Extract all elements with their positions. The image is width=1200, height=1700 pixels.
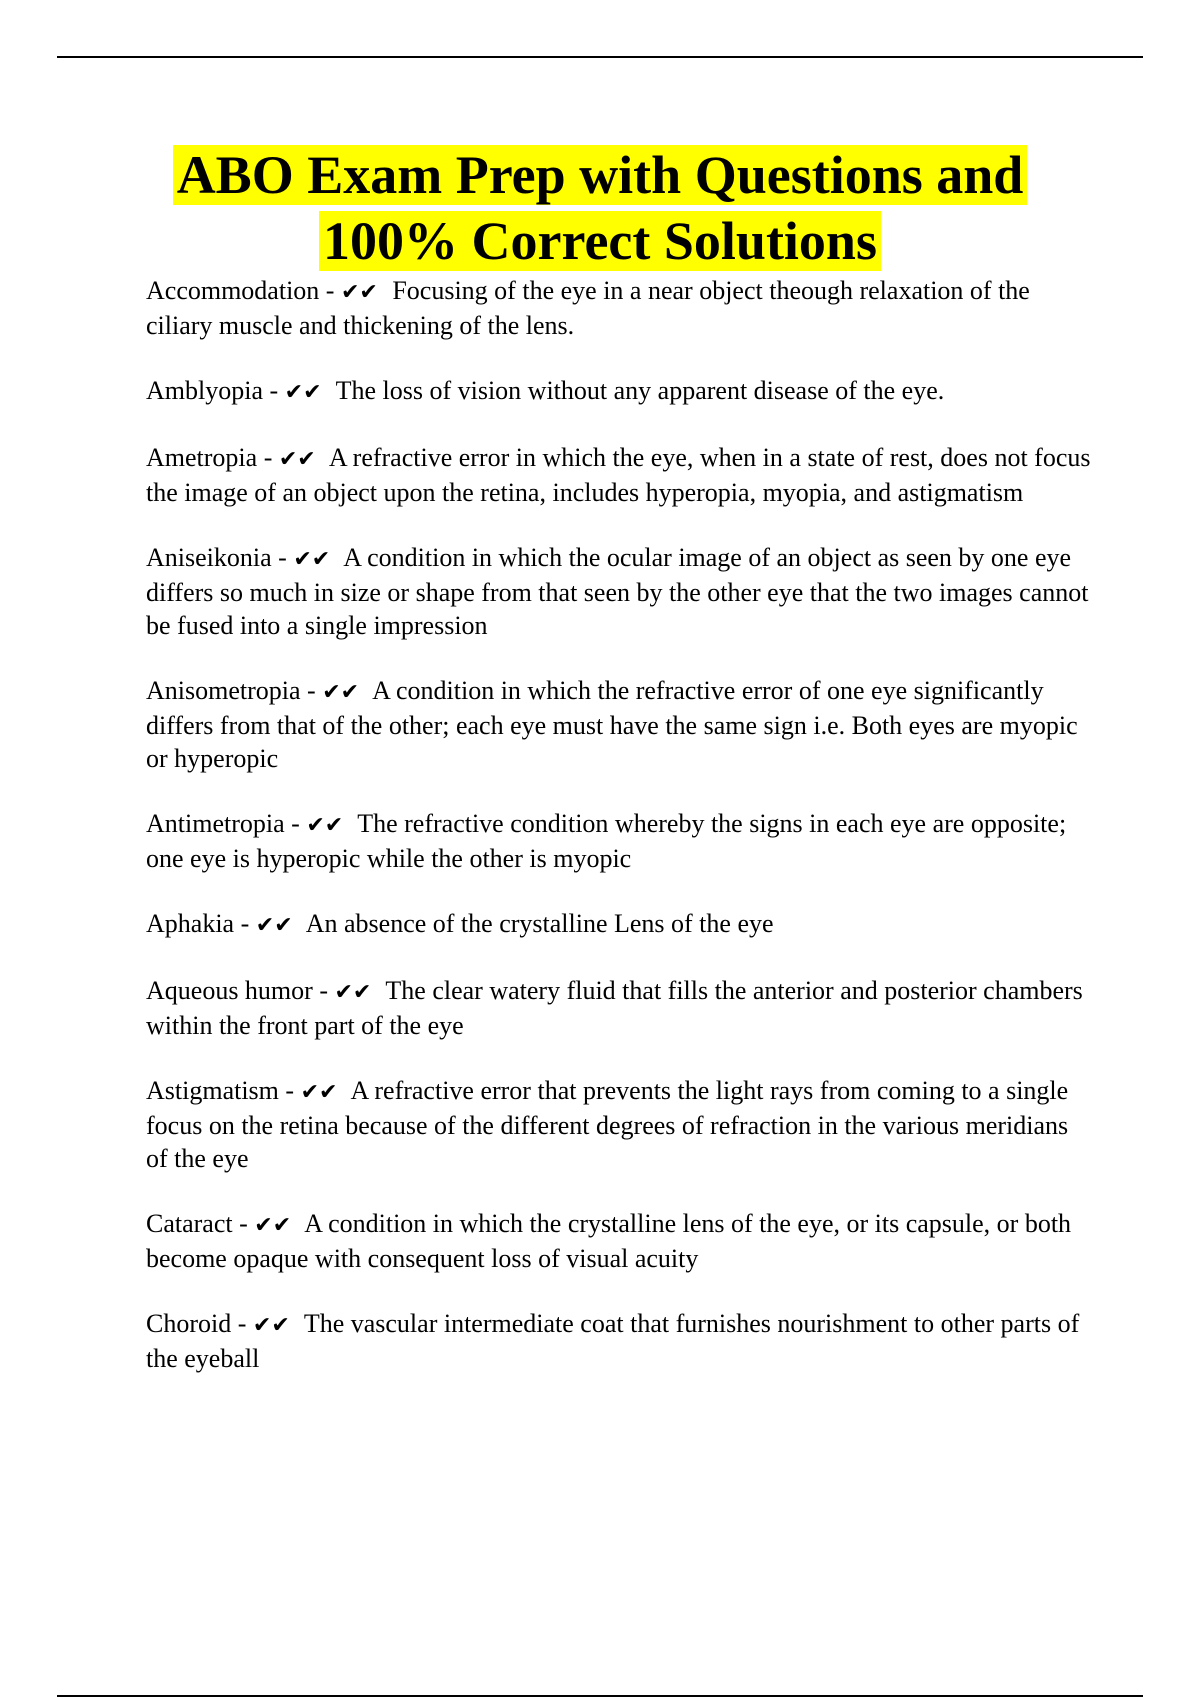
entry-term: Choroid - [146, 1309, 253, 1338]
entry-term: Astigmatism - [146, 1076, 301, 1105]
double-check-icon: ✔✔ [340, 280, 378, 305]
glossary-entry [146, 674, 1096, 775]
double-check-icon: ✔✔ [322, 680, 360, 705]
glossary-entry [146, 541, 1096, 642]
entry-term: Accommodation - [146, 276, 341, 305]
glossary-entry [146, 1207, 1096, 1275]
glossary-entry [146, 807, 1096, 875]
glossary-entry [146, 1307, 1096, 1375]
double-check-icon: ✔✔ [300, 1080, 338, 1105]
entry-definition: The vascular intermediate coat that furnishes nourishment to other parts of the eyeball [146, 1309, 1080, 1373]
entry-term: Amblyopia - [146, 376, 285, 405]
document-title [60, 142, 1140, 274]
entry-term: Aniseikonia - [146, 543, 293, 572]
title-line-2: 100% Correct Solutions [319, 211, 881, 271]
glossary-entry [146, 1074, 1096, 1175]
title-line-1: ABO Exam Prep with Questions and [173, 145, 1028, 205]
double-check-icon: ✔✔ [254, 1213, 292, 1238]
entry-definition: Focusing of the eye in a near object theough relaxation of the ciliary muscle and thickening of the lens. [146, 276, 1030, 340]
entry-definition: A condition in which the ocular image of an object as seen by one eye differs so much in size or shape from that seen by the other eye that the two images cannot be fused into a single impression [146, 543, 1089, 640]
entry-definition: A refractive error that prevents the light rays from coming to a single focus on the retina because of the different degrees of refraction in the various meridians of the eye [146, 1076, 1069, 1173]
entry-term: Cataract - [146, 1209, 254, 1238]
glossary-entry [146, 374, 1096, 409]
double-check-icon: ✔✔ [334, 980, 372, 1005]
double-check-icon: ✔✔ [255, 913, 293, 938]
double-check-icon: ✔✔ [306, 813, 344, 838]
entry-term: Aphakia - [146, 909, 256, 938]
double-check-icon: ✔✔ [278, 447, 316, 472]
entry-term: Aqueous humor - [146, 976, 335, 1005]
entry-definition: A refractive error in which the eye, when in a state of rest, does not focus the image of an object upon the retina, includes hyperopia, myopia, and astigmatism [146, 443, 1091, 507]
entry-term: Anisometropia - [146, 676, 322, 705]
glossary-entry [146, 974, 1096, 1042]
entry-term: Antimetropia - [146, 809, 306, 838]
glossary-entry [146, 907, 1096, 942]
entry-term: Ametropia - [146, 443, 279, 472]
entry-definition: An absence of the crystalline Lens of the eye [305, 909, 774, 938]
entry-definition: A condition in which the crystalline lens of the eye, or its capsule, or both become opaque with consequent loss of visual acuity [146, 1209, 1072, 1273]
glossary-entry [146, 274, 1096, 342]
bottom-rule [57, 1695, 1143, 1697]
double-check-icon: ✔✔ [293, 547, 331, 572]
double-check-icon: ✔✔ [284, 380, 322, 405]
entry-definition: A condition in which the refractive error of one eye significantly differs from that of the other; each eye must have the same sign i.e. Both eyes are myopic or hyperopic [146, 676, 1078, 773]
top-rule [57, 56, 1143, 58]
glossary-entry [146, 441, 1096, 509]
entry-definition: The refractive condition whereby the signs in each eye are opposite; one eye is hyperopic while the other is myopic [146, 809, 1067, 873]
entry-definition: The clear watery fluid that fills the anterior and posterior chambers within the front part of the eye [146, 976, 1083, 1040]
entry-definition: The loss of vision without any apparent disease of the eye. [335, 376, 945, 405]
glossary-list [146, 274, 1096, 1407]
double-check-icon: ✔✔ [252, 1313, 290, 1338]
